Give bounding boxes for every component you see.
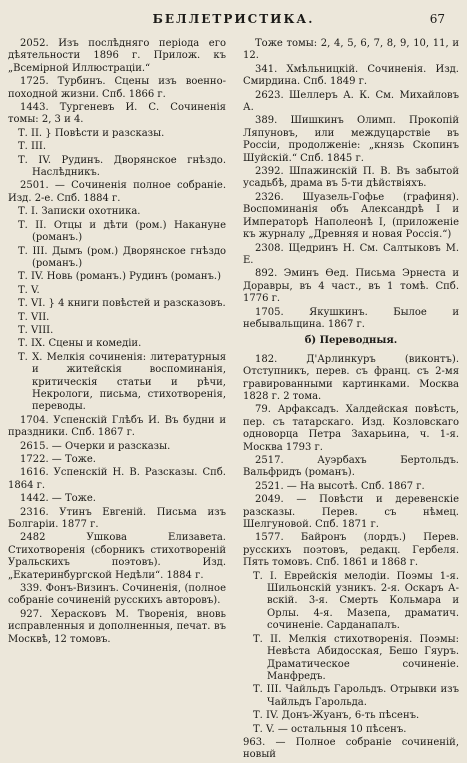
page-number: 67 [429,12,445,26]
volume-entry: Т. II. Мелкія стихотворенія. Поэмы: Невѣста Абидосская, Бешо Гяуръ. Драматическое сочиненіе. Манфредъ. [253,633,459,682]
volume-entry: Т. X. Мелкія сочиненія: литературныя и житейскія воспоминанія, критическія статьи и рѣчи, Некрологи, письма, стихотворенія, переводы. [18,351,226,413]
volume-entry: Т. IV. Донъ-Жуанъ, 6-ть пѣсенъ. [253,710,420,722]
section-heading: б) Переводныя. [304,335,398,347]
volume-entry: Т. IV. Рудинъ. Дворянское гнѣздо. Наслѣдникъ. [18,154,226,179]
catalog-entry: 1705. Якушкинъ. Былое и небывальщина. 1867 г. [243,306,459,330]
running-header [0,12,467,30]
volume-entry: Т. III. [18,141,47,153]
catalog-entry: 2482 Ушкова Елизавета. Стихотворенія (сборникъ стихотвореній Уральскихъ поэтовъ). Изд. „Екатеринбургской Недѣли“. 1884 г. [8,532,226,581]
catalog-entry: 2049. — Повѣсти и деревенскіе разсказы. Перев. съ нѣмец. Шелгуновой. Спб. 1871 г. [243,494,459,531]
catalog-entry: 2501. — Сочиненія полное собраніе. Изд. 2-е. Спб. 1884 г. [8,180,226,204]
catalog-entry: 1577. Байронъ (лордъ.) Перев. русскихъ поэтовъ, редакц. Гербеля. Пять томовъ. Спб. 1861 и 1868 г. [243,532,459,569]
left-column [8,38,226,647]
catalog-entry: 2521. — На высотѣ. Спб. 1867 г. [255,480,425,492]
catalog-entry: 2517. Ауэрбахъ Бертольдъ. Вальфридъ (романъ). [243,455,459,479]
catalog-entry: 963. — Полное собраніе сочиненій, новый [243,736,459,761]
volume-entry: Т. I. Еврейскія мелодіи. Поэмы 1-я. Шильонскій узникъ. 2-я. Оскаръ А-вскій. 3-я. Смерть Кольмара и Орлы. 4-я. Мазепа, драматич. сочиненіе. Сарданапалъ. [253,570,459,632]
volume-entry: Т. VII. [18,311,50,323]
catalog-entry: 927. Херасковъ М. Творенія, вновь исправленныя и дополненныя, печат. въ Москвѣ, 12 томовъ. [8,608,226,645]
catalog-entry: 2326. Шуазель-Гофье (графиня). Воспоминанія объ Александрѣ I и Императорѣ Наполеонѣ I, (приложеніе къ журналу „Древняя и новая Россія.“) [243,191,459,241]
catalog-entry: 339. Фонъ-Визинъ. Сочиненія, (полное собраніе сочиненій русскихъ авторовъ). [8,583,226,607]
catalog-entry: 1442. — Тоже. [20,493,96,505]
catalog-entry: 1704. Успенскій Глѣбъ И. Въ будни и праздники. Спб. 1867 г. [8,414,226,439]
volume-entry: Т. I. Записки охотника. [18,206,141,218]
volume-entry: Т. V. — остальныя 10 пѣсенъ. [253,723,407,735]
volume-entry: Т. III. Дымъ (ром.) Дворянское гнѣздо (романъ.) [18,245,226,269]
catalog-entry: 1616. Успенскій Н. В. Разсказы. Спб. 1864 г. [8,467,226,491]
catalog-entry: 341. Хмѣльницкій. Сочиненія. Изд. Смирдина. Спб. 1849 г. [243,63,459,88]
volume-entry: Т. IX. Сцены и комедіи. [18,338,142,350]
catalog-entry: 2316. Утинъ Евгеній. Письма изъ Болгаріи. 1877 г. [8,506,226,531]
catalog-entry: 2615. — Очерки и разсказы. [20,440,171,452]
volume-entry: Т. IV. Новь (романъ.) Рудинъ (романъ.) [18,271,221,283]
catalog-entry: 2052. Изъ послѣдняго періода его дѣятельности 1896 г. Прилож. къ „Всемірной Иллюстраціи.“ [8,38,226,74]
catalog-entry: 79. Арфаксадъ. Халдейская повѣсть, пер. съ татарскаго. Изд. Козловскаго одноворца Петра Захарьина, ч. 1-я. Москва 1793 г. [243,404,459,453]
volume-entry: Т. II. } Повѣсти и разсказы. [18,127,165,139]
catalog-entry: 2623. Шеллеръ А. К. См. Михайловъ А. [243,89,459,114]
catalog-entry: 2308. Щедринъ Н. См. Салтыковъ М. Е. [243,242,459,266]
section-title: БЕЛЛЕТРИСТИКА. [152,12,315,26]
catalog-entry: 182. Д'Арлинкуръ (виконтъ). Отступникъ, перев. съ франц. съ 2-мя гравированными картинками. Москва 1828 г. 2 тома. [243,353,459,402]
right-column [243,38,459,763]
volume-entry: Т. II. Отцы и дѣти (ром.) Накануне (романъ.) [18,219,226,244]
catalog-entry: 389. Шишкинъ Олимп. Прокопій Ляпуновъ, или междуцарствіе въ Россіи, продолженіе: „князь Скопинъ Шуйскій.“ Спб. 1845 г. [243,115,459,164]
catalog-entry: 1722. — Тоже. [20,454,96,465]
catalog-entry: 2392. Шпажинскій П. В. Въ забытой усадьбѣ, драма въ 5-ти дѣйствіяхъ. [243,166,459,190]
volume-entry: Т. III. Чайльдъ Гарольдъ. Отрывки изъ Чайльдъ Гарольда. [253,684,459,708]
volume-entry: Т. VI. } 4 книги повѣстей и разсказовъ. [18,298,226,310]
catalog-entry: 1725. Турбинъ. Сцены изъ военно-походной жизни. Спб. 1866 г. [8,76,226,100]
catalog-entry: 1443. Тургеневъ И. С. Сочиненія томы: 2, 3 и 4. [8,102,226,126]
catalog-entry: Тоже томы: 2, 4, 5, 6, 7, 8, 9, 10, 11, и 12. [243,38,459,62]
volume-entry: Т. V. [18,284,40,296]
volume-entry: Т. VIII. [18,324,54,336]
catalog-entry: 892. Эминъ Ѳед. Письма Эрнеста и Доравры, въ 4 част., въ 1 томѣ. Спб. 1776 г. [243,268,459,305]
